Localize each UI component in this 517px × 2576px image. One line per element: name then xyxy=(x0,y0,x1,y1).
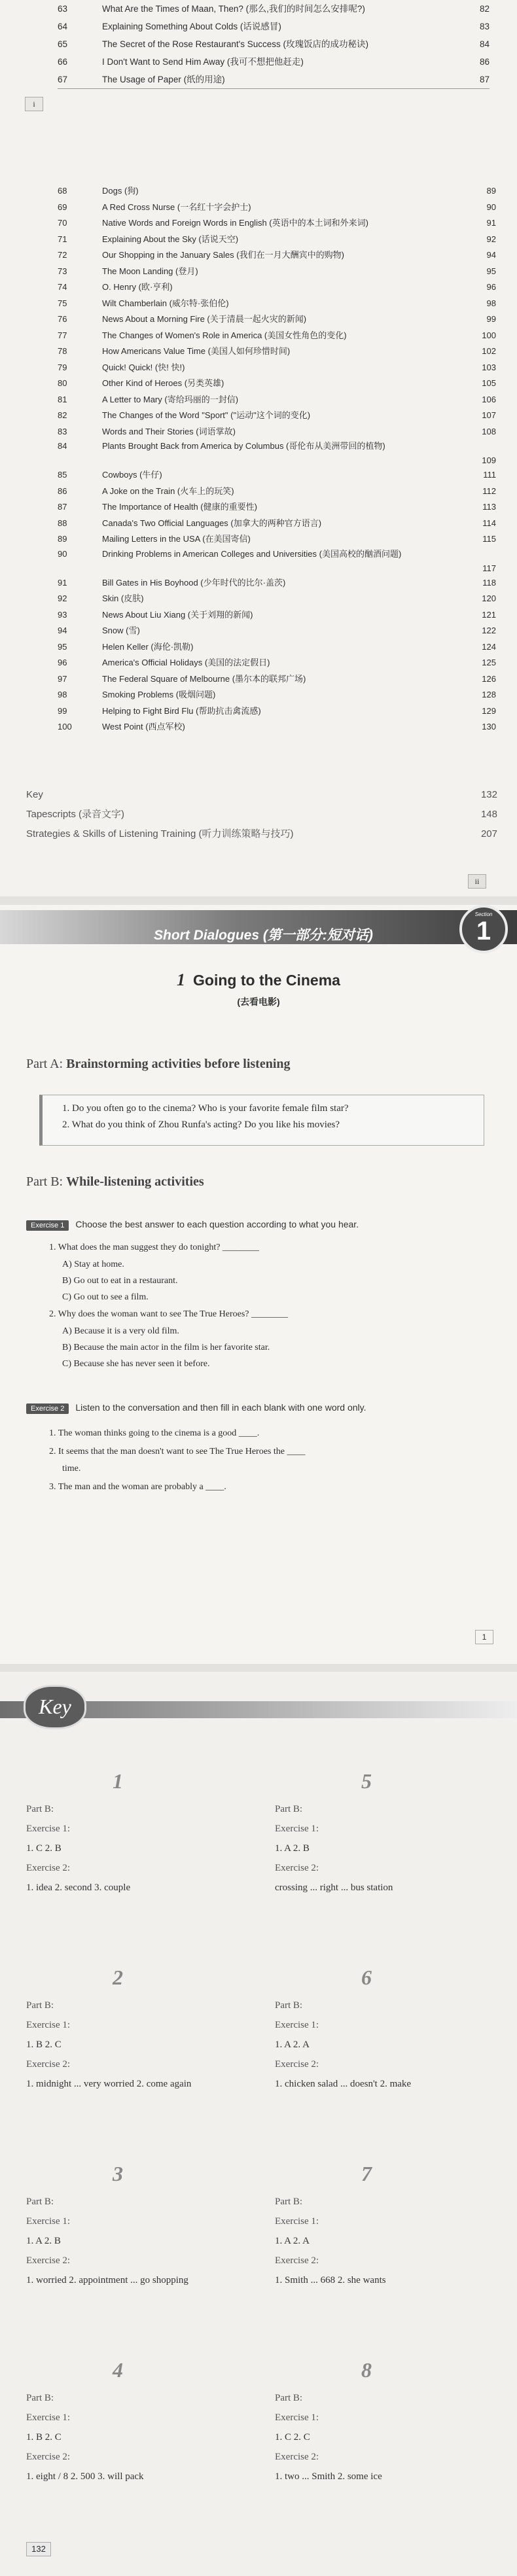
contents-page-number: 109 xyxy=(482,455,496,465)
contents-row xyxy=(58,531,496,548)
brainstorm-question: 2. What do you think of Zhou Runfa's acting? Do you like his movies? xyxy=(62,1120,340,1130)
key-answer-line: 1. C 2. C xyxy=(275,2432,310,2443)
contents-title: What Are the Times of Maan, Then? (那么,我们的时间怎么安排呢?) xyxy=(102,4,365,14)
contents-row xyxy=(58,18,490,35)
key-unit-number: 7 xyxy=(361,2162,372,2185)
contents-row xyxy=(58,575,496,591)
key-answer-line: Part B: xyxy=(275,2000,303,2011)
key-answer-line: 1. C 2. B xyxy=(26,1843,62,1854)
contents-unit-number: 64 xyxy=(58,22,68,31)
key-unit-number: 4 xyxy=(113,2358,123,2382)
contents-row xyxy=(58,484,496,500)
part-b-heading xyxy=(26,1174,204,1190)
contents-title: Native Words and Foreign Words in English (英语中的本土词和外来词) xyxy=(102,218,368,228)
key-answer-line: Part B: xyxy=(275,2393,303,2403)
contents-title: Canada's Two Official Languages (加拿大的两种官方语言) xyxy=(102,518,322,528)
contents-page-number: 98 xyxy=(486,298,496,308)
contents-title: Words and Their Stories (词语掌故) xyxy=(102,426,236,436)
contents-row xyxy=(58,703,496,720)
contents-row xyxy=(58,344,496,360)
contents-page-number: 132 xyxy=(480,789,497,800)
key-answer-line: Exercise 1: xyxy=(26,1824,71,1834)
page-number-i: i xyxy=(25,97,43,111)
contents-unit-number: 83 xyxy=(58,426,67,436)
key-answer-line: Exercise 1: xyxy=(275,2412,319,2423)
contents-title: The Importance of Health (健康的重要性) xyxy=(102,502,257,512)
contents-unit-number: 94 xyxy=(58,626,67,635)
contents-title: Explaining About the Sky (话说天空) xyxy=(102,234,239,244)
contents-page-number: 90 xyxy=(486,202,496,212)
exercise-2-item: 2. It seems that the man doesn't want to see The True Heroes the ____ xyxy=(49,1447,306,1456)
key-answer-line: Exercise 2: xyxy=(26,2255,71,2266)
key-unit-4 xyxy=(26,2352,209,2486)
exercise-1-instruction xyxy=(26,1219,359,1231)
contents-page-number: 118 xyxy=(482,577,496,588)
contents-page-number: 129 xyxy=(482,705,496,716)
unit-title-text: Going to the Cinema xyxy=(193,972,340,989)
key-answer-line: crossing ... right ... bus station xyxy=(275,1882,393,1893)
exercise-1-text: Choose the best answer to each question according to what you hear. xyxy=(75,1219,359,1229)
key-answer-line: 1. midnight ... very worried 2. come again xyxy=(26,2079,192,2089)
key-badge: Key xyxy=(24,1685,86,1729)
contents-row xyxy=(26,805,497,824)
key-unit-8 xyxy=(275,2352,458,2486)
contents-row xyxy=(58,328,496,344)
unit-number: 1 xyxy=(177,970,186,989)
key-answer-line: Exercise 2: xyxy=(275,2452,319,2462)
contents-title: News About Liu Xiang (关于刘翔的新闻) xyxy=(102,609,253,620)
contents-title: A Joke on the Train (火车上的玩笑) xyxy=(102,485,234,496)
contents-page-number: 126 xyxy=(482,673,496,684)
contents-title: Skin (皮肤) xyxy=(102,593,144,603)
contents-page-number: 108 xyxy=(482,426,496,436)
key-unit-2 xyxy=(26,1960,209,2094)
contents-row xyxy=(58,360,496,376)
contents-unit-number: 87 xyxy=(58,502,67,512)
contents-row xyxy=(58,655,496,671)
contents-page-number: 96 xyxy=(486,282,496,292)
contents-unit-number: 89 xyxy=(58,534,67,544)
key-unit-number: 2 xyxy=(113,1966,123,1989)
key-answer-line: Exercise 1: xyxy=(275,1824,319,1834)
exercise-2-item: 3. The man and the woman are probably a ____. xyxy=(49,1482,226,1492)
key-answer-line: Exercise 1: xyxy=(275,2216,319,2227)
key-answer-line: Exercise 1: xyxy=(26,2020,71,2030)
contents-title: Strategies & Skills of Listening Training (听力训练策略与技巧) xyxy=(26,828,294,839)
contents-title: America's Official Holidays (美国的法定假日) xyxy=(102,658,270,667)
contents-unit-number: 93 xyxy=(58,609,67,620)
key-answer-line: 1. Smith ... 668 2. she wants xyxy=(275,2275,386,2285)
contents-row xyxy=(58,53,490,71)
key-answer-line: Exercise 1: xyxy=(26,2412,71,2423)
contents-row xyxy=(58,264,496,280)
contents-page-number: 83 xyxy=(479,22,490,31)
page-number-1: 1 xyxy=(475,1630,493,1644)
exercise-2-tag: Exercise 2 xyxy=(26,1403,69,1414)
banner-title: Short Dialogues (第一部分:短对话) xyxy=(154,928,373,943)
contents-page-number: 114 xyxy=(482,518,496,528)
exercise-2-instruction xyxy=(26,1402,366,1414)
contents-title: Explaining Something About Colds (话说感冒) xyxy=(102,22,281,31)
contents-title: Tapescripts (录音文字) xyxy=(26,809,125,820)
contents-page-number: 107 xyxy=(482,410,496,420)
key-unit-3 xyxy=(26,2156,209,2290)
contents-page-number: 128 xyxy=(482,690,496,699)
contents-unit-number: 97 xyxy=(58,673,67,684)
contents-title: Helping to Fight Bird Flu (帮助抗击禽流感) xyxy=(102,705,261,716)
key-answer-line: Exercise 1: xyxy=(26,2216,71,2227)
key-answer-line: Part B: xyxy=(275,2197,303,2207)
contents-page-number: 117 xyxy=(482,563,496,573)
contents-title: Quick! Quick! (快! 快!) xyxy=(102,362,185,372)
key-answer-line: Part B: xyxy=(275,1804,303,1814)
lesson-page xyxy=(0,905,517,1664)
contents-unit-number: 72 xyxy=(58,250,67,260)
key-answer-line: 1. eight / 8 2. 500 3. will pack xyxy=(26,2471,144,2482)
contents-row xyxy=(58,183,496,200)
contents-unit-number: 85 xyxy=(58,470,67,480)
contents-row xyxy=(58,232,496,248)
key-answer-line: 1. worried 2. appointment ... go shopping xyxy=(26,2275,188,2285)
contents-title: A Red Cross Nurse (一名红十字会护士) xyxy=(102,202,251,212)
contents-title: Snow (雪) xyxy=(102,626,140,635)
contents-back-matter xyxy=(26,785,497,844)
contents-row xyxy=(58,671,496,688)
contents-page-number: 125 xyxy=(482,658,496,667)
key-answer-line: 1. two ... Smith 2. some ice xyxy=(275,2471,382,2482)
key-answer-line: Exercise 1: xyxy=(275,2020,319,2030)
key-answer-line: Exercise 2: xyxy=(26,2452,71,2462)
answer-option: C) Go out to see a film. xyxy=(62,1292,149,1302)
page-number-132: 132 xyxy=(26,2542,51,2556)
key-answer-line: Part B: xyxy=(26,2393,54,2403)
key-unit-number: 1 xyxy=(113,1769,123,1793)
contents-title: The Usage of Paper (纸的用途) xyxy=(102,75,225,84)
key-answer-line: Exercise 2: xyxy=(275,2059,319,2070)
contents-title: Key xyxy=(26,789,43,800)
contents-title: O. Henry (欧·亨利) xyxy=(102,282,173,292)
part-a-title: Brainstorming activities before listening xyxy=(66,1057,291,1071)
answer-option: A) Stay at home. xyxy=(62,1260,124,1269)
exercise-1-question: 2. Why does the woman want to see The True Heroes? ________ xyxy=(49,1309,288,1319)
section-badge-number: 1 xyxy=(476,917,491,945)
key-answer-line: 1. chicken salad ... doesn't 2. make xyxy=(275,2079,412,2089)
contents-title: Cowboys (牛仔) xyxy=(102,470,162,480)
contents-page-number: 207 xyxy=(480,828,497,839)
key-unit-1 xyxy=(26,1763,209,1897)
contents-unit-number: 70 xyxy=(58,218,67,228)
brainstorm-box xyxy=(39,1095,484,1146)
contents-title: The Moon Landing (登月) xyxy=(102,266,198,276)
contents-page-number: 100 xyxy=(482,330,496,340)
contents-title: Dogs (狗) xyxy=(102,186,139,196)
exercise-1-question: 1. What does the man suggest they do tonight? ________ xyxy=(49,1243,259,1252)
contents-title: Helen Keller (海伦·凯勒) xyxy=(102,641,194,652)
contents-row xyxy=(58,408,496,424)
key-answer-line: Part B: xyxy=(26,2197,54,2207)
contents-title: The Changes of Women's Role in America (美国女性角色的变化) xyxy=(102,330,347,340)
exercise-2-item-cont: time. xyxy=(62,1464,81,1473)
contents-row xyxy=(58,623,496,639)
contents-unit-number: 81 xyxy=(58,394,67,404)
contents-unit-number: 71 xyxy=(58,234,67,244)
contents-row xyxy=(58,639,496,656)
key-answer-line: 1. A 2. B xyxy=(26,2236,61,2246)
contents-row xyxy=(58,0,490,18)
contents-page-number: 86 xyxy=(479,57,490,67)
contents-row xyxy=(26,785,497,805)
contents-unit-number: 67 xyxy=(58,75,68,84)
unit-subtitle: (去看电影) xyxy=(237,997,280,1007)
contents-title: Wilt Chamberlain (威尔特·张伯伦) xyxy=(102,298,229,308)
contents-page-number: 113 xyxy=(482,502,496,512)
contents-unit-number: 82 xyxy=(58,410,67,420)
contents-unit-number: 63 xyxy=(58,4,68,14)
contents-title: Plants Brought Back from America by Columbus (哥伦布从美洲带回的植物) xyxy=(102,441,385,451)
contents-page-number: 148 xyxy=(480,809,497,820)
contents-unit-number: 78 xyxy=(58,346,67,356)
contents-unit-number: 95 xyxy=(58,641,67,652)
exercise-1-tag: Exercise 1 xyxy=(26,1220,69,1231)
unit-title xyxy=(0,970,517,990)
contents-page-number: 120 xyxy=(482,593,496,603)
key-answer-line: 1. B 2. C xyxy=(26,2039,62,2050)
contents-row xyxy=(58,215,496,232)
contents-page-number: 103 xyxy=(482,362,496,372)
contents-unit-number: 65 xyxy=(58,39,68,49)
contents-page-number: 82 xyxy=(479,4,490,14)
contents-unit-number: 79 xyxy=(58,362,67,372)
contents-title: I Don't Want to Send Him Away (我可不想把他赶走) xyxy=(102,57,304,67)
answer-option: C) Because she has never seen it before. xyxy=(62,1359,210,1369)
contents-title: Smoking Problems (吸烟问题) xyxy=(102,690,216,699)
key-answer-line: 1. A 2. A xyxy=(275,2236,310,2246)
contents-unit-number: 74 xyxy=(58,282,67,292)
contents-title: How Americans Value Time (美国人如何珍惜时间) xyxy=(102,346,291,356)
key-answer-line: 1. A 2. A xyxy=(275,2039,310,2050)
contents-unit-number: 76 xyxy=(58,314,67,324)
contents-unit-number: 92 xyxy=(58,593,67,603)
contents-page-number: 89 xyxy=(486,186,496,196)
contents-title: News About a Morning Fire (关于清晨一起火灾的新闻) xyxy=(102,314,307,324)
contents-title: Bill Gates in His Boyhood (少年时代的比尔·盖茨) xyxy=(102,577,286,588)
contents-unit-number: 88 xyxy=(58,518,67,528)
part-b-title: While-listening activities xyxy=(66,1174,204,1189)
contents-page-number: 105 xyxy=(482,378,496,388)
contents-page xyxy=(0,0,517,896)
contents-unit-number: 69 xyxy=(58,202,67,212)
key-page xyxy=(0,1672,517,2576)
unit-heading xyxy=(0,970,517,1008)
contents-row xyxy=(58,311,496,328)
part-a-label: Part A: xyxy=(26,1057,63,1071)
contents-unit-number: 84 xyxy=(58,441,67,451)
divider xyxy=(58,88,490,89)
section-banner xyxy=(0,910,517,944)
contents-title: The Secret of the Rose Restaurant's Success (玫瑰饭店的成功秘诀) xyxy=(102,39,368,49)
contents-unit-number: 91 xyxy=(58,577,67,588)
contents-unit-number: 77 xyxy=(58,330,67,340)
contents-row xyxy=(58,467,496,484)
contents-page-number: 130 xyxy=(482,722,496,732)
key-unit-5 xyxy=(275,1763,458,1897)
contents-row xyxy=(58,719,496,735)
answer-option: B) Go out to eat in a restaurant. xyxy=(62,1276,178,1286)
contents-unit-number: 75 xyxy=(58,298,67,308)
contents-title: Our Shopping in the January Sales (我们在一月大酬宾中的购物) xyxy=(102,250,344,260)
contents-page-number: 115 xyxy=(482,534,496,544)
contents-row xyxy=(58,687,496,703)
key-answer-line: Exercise 2: xyxy=(26,2059,71,2070)
answer-option: B) Because the main actor in the film is her favorite star. xyxy=(62,1343,270,1352)
contents-page-number: 94 xyxy=(486,250,496,260)
key-unit-6 xyxy=(275,1960,458,2094)
contents-row xyxy=(58,71,490,88)
section-badge xyxy=(459,905,508,953)
contents-page-number: 111 xyxy=(483,470,496,480)
key-unit-number: 8 xyxy=(361,2358,372,2382)
contents-unit-number: 86 xyxy=(58,485,67,496)
contents-top-list xyxy=(58,0,490,89)
contents-unit-number: 90 xyxy=(58,548,67,559)
contents-row xyxy=(58,440,496,467)
key-answer-line: 1. idea 2. second 3. couple xyxy=(26,1882,131,1893)
contents-title: A Letter to Mary (寄给玛丽的一封信) xyxy=(102,394,239,404)
contents-row xyxy=(58,296,496,312)
contents-title: Mailing Letters in the USA (在美国寄信) xyxy=(102,534,251,544)
contents-row xyxy=(58,376,496,392)
contents-unit-number: 66 xyxy=(58,57,68,67)
contents-row xyxy=(58,279,496,296)
contents-page-number: 91 xyxy=(486,218,496,228)
section-badge-word: Section xyxy=(474,911,493,917)
part-a-heading xyxy=(26,1057,291,1072)
contents-unit-number: 73 xyxy=(58,266,67,276)
contents-title: The Federal Square of Melbourne (墨尔本的联邦广场) xyxy=(102,673,306,684)
contents-row xyxy=(58,392,496,408)
contents-page-number: 84 xyxy=(479,39,490,49)
key-answer-line: Exercise 2: xyxy=(26,1863,71,1873)
contents-page-number: 124 xyxy=(482,641,496,652)
contents-main-list xyxy=(58,183,496,735)
key-unit-number: 3 xyxy=(113,2162,123,2185)
contents-unit-number: 80 xyxy=(58,378,67,388)
part-b-label: Part B: xyxy=(26,1174,63,1189)
contents-page-number: 95 xyxy=(486,266,496,276)
contents-row xyxy=(58,35,490,53)
contents-unit-number: 98 xyxy=(58,690,67,699)
contents-unit-number: 99 xyxy=(58,705,67,716)
contents-row xyxy=(58,607,496,624)
contents-row xyxy=(58,200,496,216)
key-answer-line: 1. A 2. B xyxy=(275,1843,310,1854)
key-unit-number: 5 xyxy=(361,1769,372,1793)
contents-row xyxy=(58,424,496,440)
contents-title: The Changes of the Word "Sport" ("运动"这个词的变化) xyxy=(102,410,311,420)
contents-unit-number: 100 xyxy=(58,722,72,732)
contents-page-number: 99 xyxy=(486,314,496,324)
exercise-2-text: Listen to the conversation and then fill in each blank with one word only. xyxy=(75,1402,366,1413)
key-answer-line: Exercise 2: xyxy=(275,1863,319,1873)
key-answer-line: Part B: xyxy=(26,2000,54,2011)
contents-title: Drinking Problems in American Colleges and Universities (美国高校的酗酒问题) xyxy=(102,548,402,559)
contents-row xyxy=(58,591,496,607)
exercise-2-item: 1. The woman thinks going to the cinema is a good ____. xyxy=(49,1428,260,1438)
page-number-ii: ii xyxy=(468,874,486,889)
contents-page-number: 92 xyxy=(486,234,496,244)
contents-row xyxy=(58,516,496,532)
contents-page-number: 106 xyxy=(482,394,496,404)
key-answer-line: 1. B 2. C xyxy=(26,2432,62,2443)
key-answer-line: Part B: xyxy=(26,1804,54,1814)
contents-page-number: 102 xyxy=(482,346,496,356)
contents-page-number: 121 xyxy=(482,609,496,620)
key-unit-number: 6 xyxy=(361,1966,372,1989)
contents-page-number: 122 xyxy=(482,626,496,635)
contents-page-number: 87 xyxy=(479,75,490,84)
contents-unit-number: 68 xyxy=(58,186,67,196)
contents-row xyxy=(58,499,496,516)
contents-unit-number: 96 xyxy=(58,658,67,667)
contents-title: West Point (西点军校) xyxy=(102,722,185,732)
contents-row xyxy=(58,548,496,575)
key-unit-7 xyxy=(275,2156,458,2290)
contents-title: Other Kind of Heroes (另类英雄) xyxy=(102,378,224,388)
contents-row xyxy=(26,824,497,844)
brainstorm-question: 1. Do you often go to the cinema? Who is your favorite female film star? xyxy=(62,1103,349,1114)
contents-row xyxy=(58,247,496,264)
key-answer-line: Exercise 2: xyxy=(275,2255,319,2266)
answer-option: A) Because it is a very old film. xyxy=(62,1326,179,1336)
contents-page-number: 112 xyxy=(482,485,496,496)
